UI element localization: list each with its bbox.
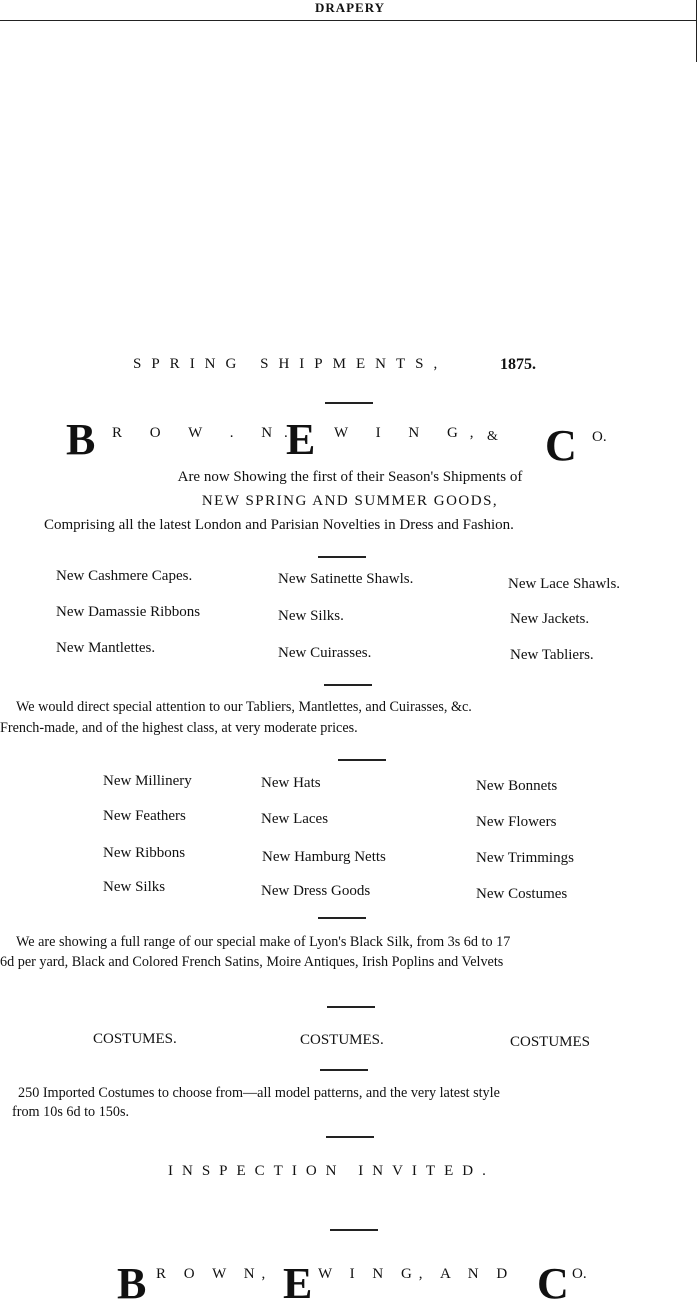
list-item: New Silks. (278, 608, 344, 624)
list-item: New Silks (103, 879, 166, 895)
divider (320, 1069, 368, 1071)
advert-title: SPRING SHIPMENTS, (133, 356, 448, 372)
list-item: New Cashmere Capes. (56, 568, 193, 584)
list-item: New Lace Shawls. (508, 576, 621, 592)
divider (318, 556, 366, 558)
list-item: New Feathers (103, 808, 186, 824)
intro-line-3: Comprising all the latest London and Parisian Novelties in Dress and Fashion. (44, 517, 514, 533)
firm-b-rest: R O W . N. (112, 425, 300, 441)
list-item: New Laces (261, 811, 329, 827)
firm-b-rest: R O W N, (156, 1266, 273, 1282)
firm-ampersand: & (487, 429, 498, 444)
costumes-heading-3: COSTUMES (510, 1034, 591, 1050)
firm-b-initial: B (66, 415, 96, 464)
divider (330, 1229, 378, 1231)
firm-c-rest: O. (592, 429, 607, 445)
list-item: New Millinery (103, 773, 192, 789)
firm-e-initial: E (286, 415, 316, 464)
divider (327, 1006, 375, 1008)
list-item: New Mantlettes. (56, 640, 156, 656)
firm-and: A N D (440, 1266, 515, 1282)
para-1-line-2: French-made, and of the highest class, at very moderate prices. (0, 720, 358, 736)
list-item: New Hats (261, 775, 321, 791)
intro-line-1: Are now Showing the first of their Season's Shipments of (177, 469, 523, 485)
para-3-line-2: from 10s 6d to 150s. (12, 1104, 130, 1120)
advert-year: 1875. (500, 356, 536, 373)
intro-line-2: NEW SPRING AND SUMMER GOODS, (201, 493, 499, 509)
firm-e-rest: W I N G, (334, 425, 486, 441)
firm-c-initial: C (545, 421, 577, 470)
para-2-line-2: 6d per yard, Black and Colored French Satins, Moire Antiques, Irish Poplins and Velvets (0, 954, 504, 970)
para-3-line-1: 250 Imported Costumes to choose from—all model patterns, and the very latest style (18, 1085, 500, 1101)
list-item: New Ribbons (103, 845, 186, 861)
list-item: New Dress Goods (261, 883, 371, 899)
divider (324, 684, 372, 686)
firm-c-initial: C (537, 1259, 569, 1308)
section-header: DRAPERY (314, 0, 386, 15)
inspection-invited: INSPECTION INVITED. (168, 1163, 495, 1179)
divider (338, 759, 386, 761)
firm-e-initial: E (283, 1259, 313, 1308)
list-item: New Flowers (476, 814, 557, 830)
list-item: New Satinette Shawls. (278, 571, 414, 587)
header-rule (0, 20, 696, 21)
firm-c-rest: O. (572, 1266, 587, 1282)
divider (318, 917, 366, 919)
firm-b-initial: B (117, 1259, 147, 1308)
costumes-heading-2: COSTUMES. (300, 1032, 384, 1048)
list-item: New Tabliers. (510, 647, 594, 663)
divider (325, 402, 373, 404)
list-item: New Jackets. (510, 611, 590, 627)
para-2-line-1: We are showing a full range of our special make of Lyon's Black Silk, from 3s 6d to 17 (16, 934, 511, 950)
firm-e-rest: W I N G, (318, 1266, 430, 1282)
list-item: New Damassie Ribbons (56, 604, 201, 620)
column-rule (696, 0, 697, 62)
divider (326, 1136, 374, 1138)
list-item: New Trimmings (476, 850, 574, 866)
costumes-heading-1: COSTUMES. (93, 1031, 177, 1047)
para-1-line-1: We would direct special attention to our Tabliers, Mantlettes, and Cuirasses, &c. (16, 699, 472, 715)
list-item: New Hamburg Netts (262, 849, 386, 865)
list-item: New Costumes (476, 886, 568, 902)
list-item: New Bonnets (476, 778, 558, 794)
list-item: New Cuirasses. (278, 645, 372, 661)
